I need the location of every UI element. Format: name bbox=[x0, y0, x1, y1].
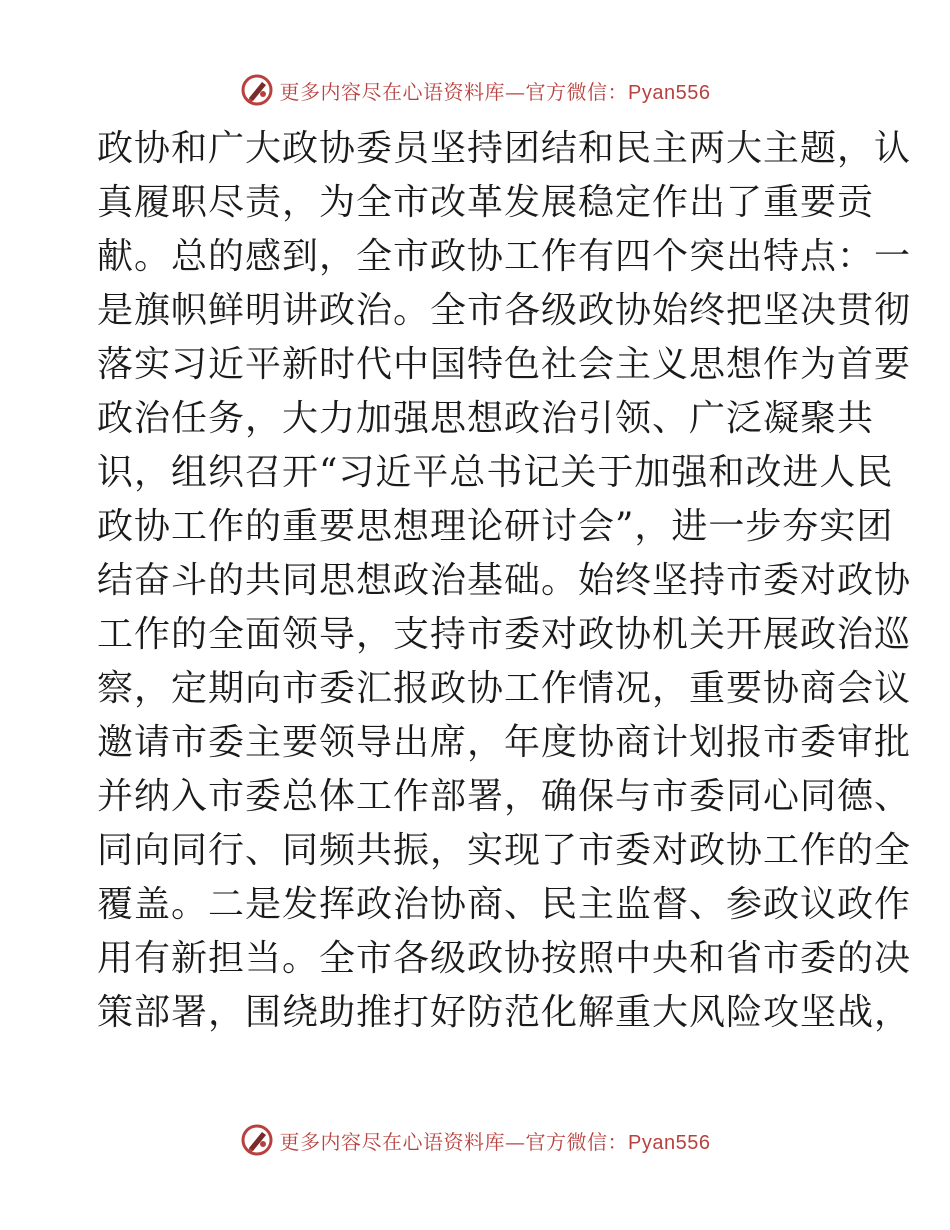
text-line: 结奋斗的共同思想政治基础。始终坚持市委对政协 bbox=[97, 560, 912, 601]
watermark-text bbox=[280, 76, 711, 105]
watermark-label: 更多内容尽在心语资料库—官方微信： bbox=[279, 79, 629, 104]
text-line: 同向同行、同频共振，实现了市委对政协工作的全 bbox=[97, 830, 912, 871]
wechat-id: Pyan556 bbox=[628, 1131, 711, 1154]
document-body bbox=[97, 122, 912, 1040]
text-line: 并纳入市委总体工作部署，确保与市委同心同德、 bbox=[97, 776, 912, 817]
pen-logo-icon bbox=[240, 1123, 274, 1157]
text-line: 覆盖。二是发挥政治协商、民主监督、参政议政作 bbox=[97, 884, 912, 925]
pen-logo-icon bbox=[240, 73, 274, 107]
text-line: 识，组织召开“习近平总书记关于加强和改进人民 bbox=[97, 452, 894, 493]
text-line: 真履职尽责，为全市改革发展稳定作出了重要贡 bbox=[97, 182, 875, 223]
text-line: 用有新担当。全市各级政协按照中央和省市委的决 bbox=[97, 938, 912, 979]
text-line: 政协工作的重要思想理论研讨会”，进一步夯实团 bbox=[97, 506, 894, 547]
text-line: 策部署，围绕助推打好防范化解重大风险攻坚战， bbox=[97, 992, 912, 1033]
text-line: 政治任务，大力加强思想政治引领、广泛凝聚共 bbox=[97, 398, 875, 439]
text-line: 是旗帜鲜明讲政治。全市各级政协始终把坚决贯彻 bbox=[97, 290, 912, 331]
wechat-id: Pyan556 bbox=[628, 81, 711, 104]
text-line: 察，定期向市委汇报政协工作情况，重要协商会议 bbox=[97, 668, 912, 709]
text-line: 献。总的感到，全市政协工作有四个突出特点：一 bbox=[97, 236, 912, 277]
text-line: 政协和广大政协委员坚持团结和民主两大主题，认 bbox=[97, 128, 912, 169]
header-watermark-banner bbox=[0, 70, 950, 110]
text-line: 工作的全面领导，支持市委对政协机关开展政治巡 bbox=[97, 614, 912, 655]
text-line: 落实习近平新时代中国特色社会主义思想作为首要 bbox=[97, 344, 912, 385]
text-line: 邀请市委主要领导出席，年度协商计划报市委审批 bbox=[97, 722, 912, 763]
watermark-text bbox=[280, 1126, 711, 1155]
watermark-label: 更多内容尽在心语资料库—官方微信： bbox=[279, 1129, 629, 1154]
footer-watermark-banner bbox=[0, 1120, 950, 1160]
